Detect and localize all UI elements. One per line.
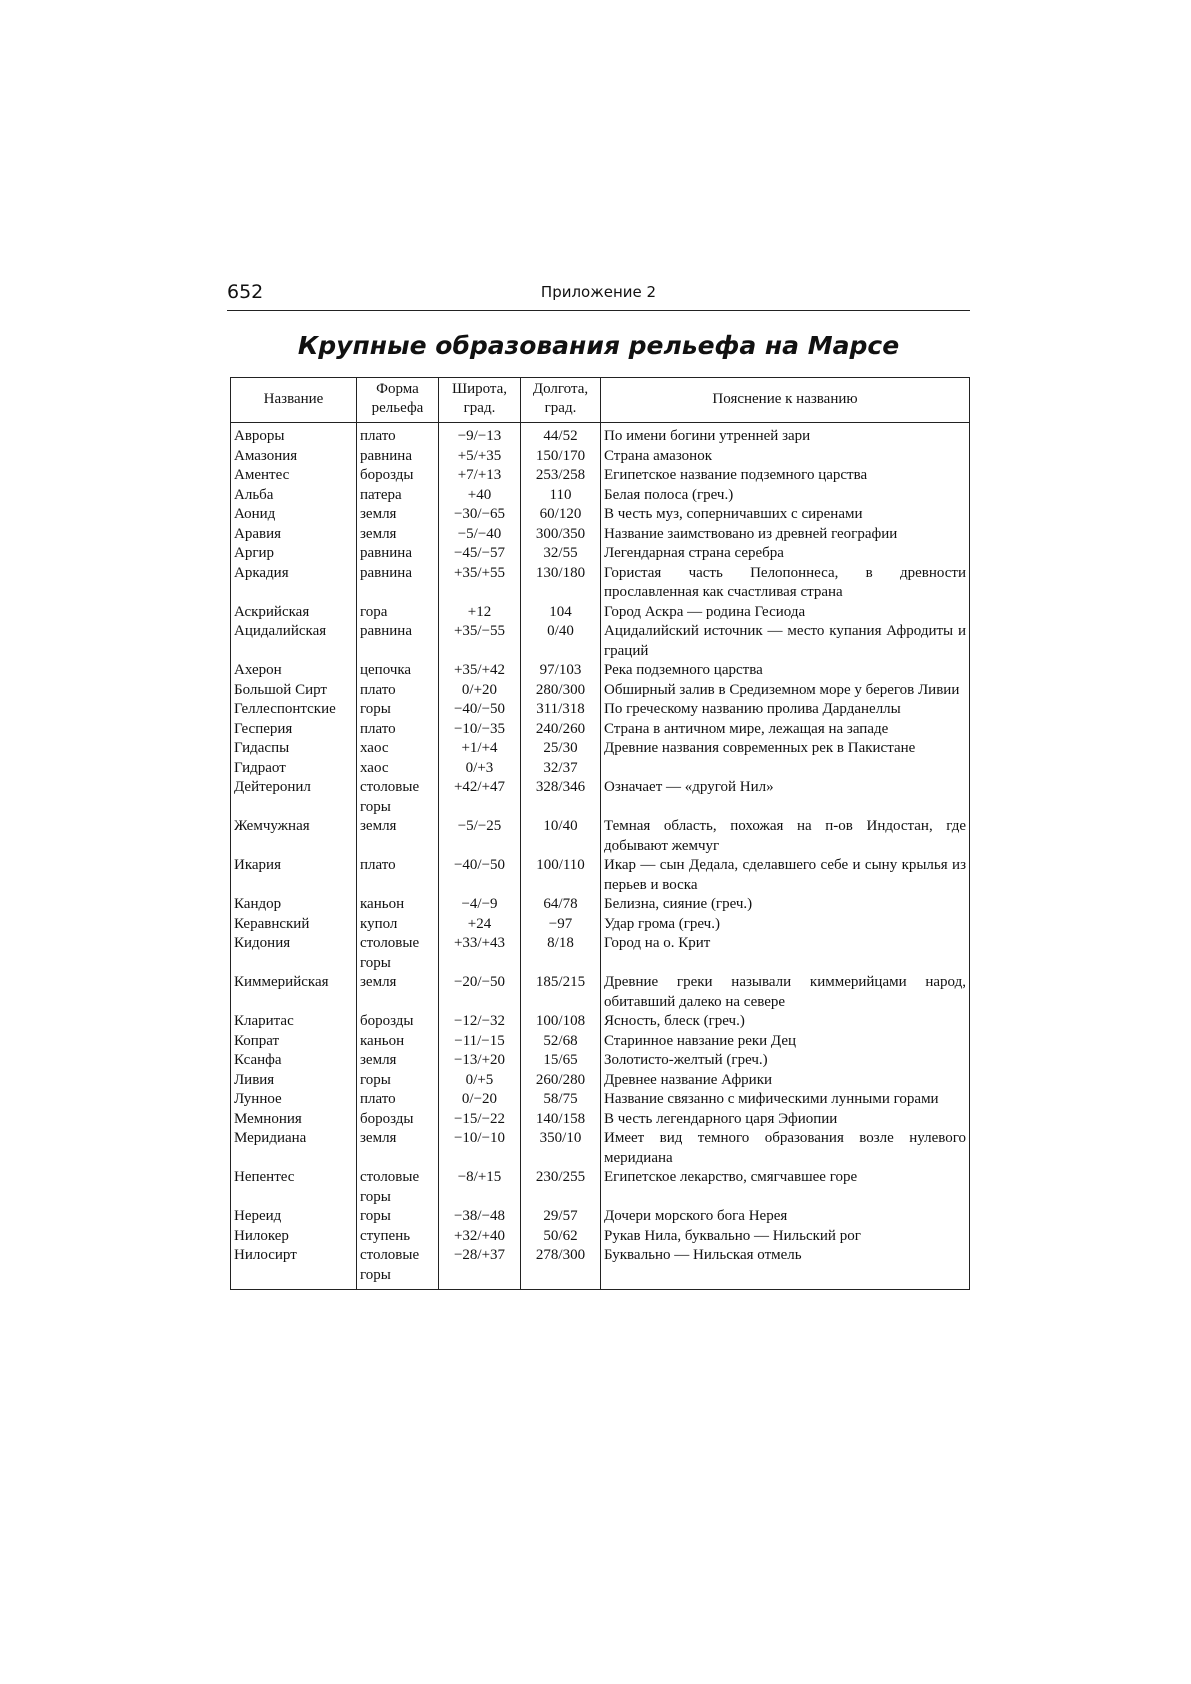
cell-form: столовые горы xyxy=(357,778,439,817)
cell-latitude: −45/−57 xyxy=(439,544,521,564)
cell-note: Удар грома (греч.) xyxy=(601,915,970,935)
cell-name: Кларитас xyxy=(231,1012,357,1032)
table-header-row xyxy=(231,378,970,423)
table-body xyxy=(231,423,970,1290)
cell-latitude: +1/+4 xyxy=(439,739,521,759)
cell-form: патера xyxy=(357,486,439,506)
column-header-lat: Широта, град. xyxy=(439,378,521,423)
cell-longitude: 100/110 xyxy=(521,856,601,895)
cell-note: Имеет вид темного образования возле нулевого меридиана xyxy=(601,1129,970,1168)
cell-longitude: 240/260 xyxy=(521,720,601,740)
cell-note: Ацидалийский источник — место купания Афродиты и граций xyxy=(601,622,970,661)
cell-form: купол xyxy=(357,915,439,935)
cell-form: земля xyxy=(357,973,439,1012)
cell-form: земля xyxy=(357,817,439,856)
cell-name: Икария xyxy=(231,856,357,895)
table-row xyxy=(231,1051,970,1071)
cell-latitude: +7/+13 xyxy=(439,466,521,486)
cell-note: Легендарная страна серебра xyxy=(601,544,970,564)
table-row xyxy=(231,544,970,564)
cell-note: Дочери морского бога Нерея xyxy=(601,1207,970,1227)
cell-note: Икар — сын Дедала, сделавшего себе и сыну крылья из перьев и воска xyxy=(601,856,970,895)
cell-note: Означает — «другой Нил» xyxy=(601,778,970,817)
cell-note: Египетское лекарство, смягчавшее горе xyxy=(601,1168,970,1207)
cell-name: Аскрийская xyxy=(231,603,357,623)
cell-latitude: +35/+42 xyxy=(439,661,521,681)
cell-form: равнина xyxy=(357,564,439,603)
cell-form: борозды xyxy=(357,466,439,486)
cell-latitude: 0/+3 xyxy=(439,759,521,779)
table-row xyxy=(231,700,970,720)
cell-name: Киммерийская xyxy=(231,973,357,1012)
cell-name: Ливия xyxy=(231,1071,357,1091)
cell-note: Рукав Нила, буквально — Нильский рог xyxy=(601,1227,970,1247)
cell-name: Ксанфа xyxy=(231,1051,357,1071)
cell-note: Золотисто-желтый (греч.) xyxy=(601,1051,970,1071)
relief-table xyxy=(230,377,970,1290)
cell-longitude: 300/350 xyxy=(521,525,601,545)
cell-form: цепочка xyxy=(357,661,439,681)
table-row xyxy=(231,856,970,895)
cell-note: Древние названия современных рек в Пакистане xyxy=(601,739,970,759)
table-row xyxy=(231,915,970,935)
table-row xyxy=(231,505,970,525)
table-row xyxy=(231,1110,970,1130)
cell-name: Ахерон xyxy=(231,661,357,681)
cell-longitude: 130/180 xyxy=(521,564,601,603)
table-row xyxy=(231,1129,970,1168)
cell-longitude: 58/75 xyxy=(521,1090,601,1110)
cell-note: Древние греки называли киммерийцами народ, обитавший далеко на севере xyxy=(601,973,970,1012)
column-header-lon: Долгота, град. xyxy=(521,378,601,423)
cell-longitude: 185/215 xyxy=(521,973,601,1012)
cell-latitude: −8/+15 xyxy=(439,1168,521,1207)
cell-name: Аркадия xyxy=(231,564,357,603)
table-row xyxy=(231,1090,970,1110)
table-row xyxy=(231,661,970,681)
cell-form: земля xyxy=(357,525,439,545)
cell-name: Гесперия xyxy=(231,720,357,740)
table-row xyxy=(231,934,970,973)
table-row xyxy=(231,720,970,740)
cell-longitude: 110 xyxy=(521,486,601,506)
cell-note xyxy=(601,759,970,779)
table-row xyxy=(231,973,970,1012)
cell-form: столовые горы xyxy=(357,1168,439,1207)
cell-form: равнина xyxy=(357,622,439,661)
table-row xyxy=(231,1032,970,1052)
cell-note: Белая полоса (греч.) xyxy=(601,486,970,506)
cell-form: борозды xyxy=(357,1012,439,1032)
cell-latitude: +42/+47 xyxy=(439,778,521,817)
cell-latitude: 0/+5 xyxy=(439,1071,521,1091)
cell-latitude: −20/−50 xyxy=(439,973,521,1012)
cell-name: Амазония xyxy=(231,447,357,467)
running-head: Приложение 2 xyxy=(540,283,657,301)
cell-name: Лунное xyxy=(231,1090,357,1110)
cell-name: Нилосирт xyxy=(231,1246,357,1290)
table-row xyxy=(231,1012,970,1032)
cell-name: Авроры xyxy=(231,423,357,447)
cell-name: Нилокер xyxy=(231,1227,357,1247)
cell-form: борозды xyxy=(357,1110,439,1130)
cell-latitude: +35/−55 xyxy=(439,622,521,661)
cell-form: земля xyxy=(357,1051,439,1071)
cell-form: горы xyxy=(357,1071,439,1091)
cell-latitude: −4/−9 xyxy=(439,895,521,915)
table-row xyxy=(231,778,970,817)
cell-name: Керавнский xyxy=(231,915,357,935)
table-row xyxy=(231,681,970,701)
cell-form: каньон xyxy=(357,1032,439,1052)
column-header-note: Пояснение к названию xyxy=(601,378,970,423)
cell-name: Копрат xyxy=(231,1032,357,1052)
cell-longitude: 64/78 xyxy=(521,895,601,915)
cell-form: гора xyxy=(357,603,439,623)
cell-latitude: −40/−50 xyxy=(439,856,521,895)
table-row xyxy=(231,1168,970,1207)
cell-form: столовые горы xyxy=(357,934,439,973)
cell-latitude: +35/+55 xyxy=(439,564,521,603)
cell-note: Древнее название Африки xyxy=(601,1071,970,1091)
table-row xyxy=(231,486,970,506)
table-row xyxy=(231,564,970,603)
cell-longitude: 100/108 xyxy=(521,1012,601,1032)
cell-latitude: +5/+35 xyxy=(439,447,521,467)
cell-longitude: 253/258 xyxy=(521,466,601,486)
page-header xyxy=(227,280,970,311)
cell-note: Название заимствовано из древней географии xyxy=(601,525,970,545)
cell-longitude: 32/37 xyxy=(521,759,601,779)
cell-form: равнина xyxy=(357,544,439,564)
cell-form: столовые горы xyxy=(357,1246,439,1290)
cell-name: Аонид xyxy=(231,505,357,525)
table-row xyxy=(231,759,970,779)
cell-form: хаос xyxy=(357,759,439,779)
cell-longitude: 150/170 xyxy=(521,447,601,467)
cell-longitude: 104 xyxy=(521,603,601,623)
cell-form: земля xyxy=(357,505,439,525)
cell-note: Страна в античном мире, лежащая на западе xyxy=(601,720,970,740)
cell-note: По греческому названию пролива Дарданеллы xyxy=(601,700,970,720)
table-row xyxy=(231,525,970,545)
table-row xyxy=(231,447,970,467)
table-row xyxy=(231,739,970,759)
cell-name: Ацидалийская xyxy=(231,622,357,661)
cell-form: хаос xyxy=(357,739,439,759)
cell-form: плато xyxy=(357,720,439,740)
cell-form: равнина xyxy=(357,447,439,467)
cell-latitude: 0/−20 xyxy=(439,1090,521,1110)
cell-longitude: 8/18 xyxy=(521,934,601,973)
table-row xyxy=(231,1246,970,1290)
cell-longitude: 328/346 xyxy=(521,778,601,817)
cell-latitude: −10/−35 xyxy=(439,720,521,740)
table-row xyxy=(231,603,970,623)
cell-longitude: 44/52 xyxy=(521,423,601,447)
column-header-form: Форма рельефа xyxy=(357,378,439,423)
table-row xyxy=(231,466,970,486)
cell-form: каньон xyxy=(357,895,439,915)
cell-name: Жемчужная xyxy=(231,817,357,856)
cell-latitude: +33/+43 xyxy=(439,934,521,973)
cell-longitude: 311/318 xyxy=(521,700,601,720)
cell-note: Белизна, сияние (греч.) xyxy=(601,895,970,915)
cell-name: Непентес xyxy=(231,1168,357,1207)
cell-longitude: 50/62 xyxy=(521,1227,601,1247)
cell-name: Гидаспы xyxy=(231,739,357,759)
cell-longitude: 230/255 xyxy=(521,1168,601,1207)
cell-name: Кидония xyxy=(231,934,357,973)
table-row xyxy=(231,895,970,915)
cell-note: Страна амазонок xyxy=(601,447,970,467)
cell-latitude: −38/−48 xyxy=(439,1207,521,1227)
cell-longitude: 15/65 xyxy=(521,1051,601,1071)
cell-note: Старинное навзание реки Дец xyxy=(601,1032,970,1052)
cell-form: горы xyxy=(357,700,439,720)
cell-name: Мемнония xyxy=(231,1110,357,1130)
cell-latitude: −13/+20 xyxy=(439,1051,521,1071)
table-row xyxy=(231,1071,970,1091)
cell-name: Нереид xyxy=(231,1207,357,1227)
cell-longitude: 0/40 xyxy=(521,622,601,661)
cell-name: Геллеспонтские xyxy=(231,700,357,720)
cell-name: Альба xyxy=(231,486,357,506)
table-row xyxy=(231,423,970,447)
cell-name: Дейтеронил xyxy=(231,778,357,817)
cell-note: В честь легендарного царя Эфиопии xyxy=(601,1110,970,1130)
cell-form: плато xyxy=(357,681,439,701)
cell-latitude: −28/+37 xyxy=(439,1246,521,1290)
cell-note: Обширный залив в Средиземном море у берегов Ливии xyxy=(601,681,970,701)
cell-longitude: −97 xyxy=(521,915,601,935)
cell-note: По имени богини утренней зари xyxy=(601,423,970,447)
cell-latitude: −15/−22 xyxy=(439,1110,521,1130)
cell-latitude: −30/−65 xyxy=(439,505,521,525)
cell-longitude: 97/103 xyxy=(521,661,601,681)
cell-note: Буквально — Нильская отмель xyxy=(601,1246,970,1290)
cell-latitude: −5/−25 xyxy=(439,817,521,856)
cell-name: Кандор xyxy=(231,895,357,915)
cell-longitude: 280/300 xyxy=(521,681,601,701)
cell-note: Ясность, блеск (греч.) xyxy=(601,1012,970,1032)
cell-note: Река подземного царства xyxy=(601,661,970,681)
cell-note: В честь муз, соперничавших с сиренами xyxy=(601,505,970,525)
cell-note: Город на о. Крит xyxy=(601,934,970,973)
cell-note: Египетское название подземного царства xyxy=(601,466,970,486)
cell-form: горы xyxy=(357,1207,439,1227)
cell-longitude: 350/10 xyxy=(521,1129,601,1168)
cell-note: Гористая часть Пелопоннеса, в древности прославленная как счастливая страна xyxy=(601,564,970,603)
table-row xyxy=(231,1227,970,1247)
cell-name: Аргир xyxy=(231,544,357,564)
column-header-name: Название xyxy=(231,378,357,423)
cell-name: Аравия xyxy=(231,525,357,545)
table-title: Крупные образования рельефа на Марсе xyxy=(297,331,900,360)
cell-longitude: 140/158 xyxy=(521,1110,601,1130)
cell-latitude: +12 xyxy=(439,603,521,623)
cell-longitude: 25/30 xyxy=(521,739,601,759)
cell-longitude: 29/57 xyxy=(521,1207,601,1227)
cell-form: плато xyxy=(357,856,439,895)
table-row xyxy=(231,622,970,661)
cell-latitude: 0/+20 xyxy=(439,681,521,701)
cell-form: плато xyxy=(357,1090,439,1110)
cell-latitude: −12/−32 xyxy=(439,1012,521,1032)
cell-latitude: −11/−15 xyxy=(439,1032,521,1052)
cell-note: Темная область, похожая на п-ов Индостан, где добывают жемчуг xyxy=(601,817,970,856)
cell-longitude: 260/280 xyxy=(521,1071,601,1091)
table-row xyxy=(231,817,970,856)
cell-longitude: 60/120 xyxy=(521,505,601,525)
cell-note: Город Аскра — родина Гесиода xyxy=(601,603,970,623)
cell-longitude: 278/300 xyxy=(521,1246,601,1290)
cell-latitude: +40 xyxy=(439,486,521,506)
cell-name: Гидраот xyxy=(231,759,357,779)
cell-latitude: −9/−13 xyxy=(439,423,521,447)
page-number: 652 xyxy=(227,281,264,303)
cell-latitude: −5/−40 xyxy=(439,525,521,545)
cell-name: Меридиана xyxy=(231,1129,357,1168)
cell-name: Аментес xyxy=(231,466,357,486)
cell-name: Большой Сирт xyxy=(231,681,357,701)
cell-latitude: +32/+40 xyxy=(439,1227,521,1247)
cell-form: ступень xyxy=(357,1227,439,1247)
cell-form: плато xyxy=(357,423,439,447)
cell-note: Название связанно с мифическими лунными горами xyxy=(601,1090,970,1110)
cell-latitude: −40/−50 xyxy=(439,700,521,720)
cell-longitude: 52/68 xyxy=(521,1032,601,1052)
table-row xyxy=(231,1207,970,1227)
cell-latitude: +24 xyxy=(439,915,521,935)
cell-form: земля xyxy=(357,1129,439,1168)
cell-latitude: −10/−10 xyxy=(439,1129,521,1168)
cell-longitude: 10/40 xyxy=(521,817,601,856)
cell-longitude: 32/55 xyxy=(521,544,601,564)
